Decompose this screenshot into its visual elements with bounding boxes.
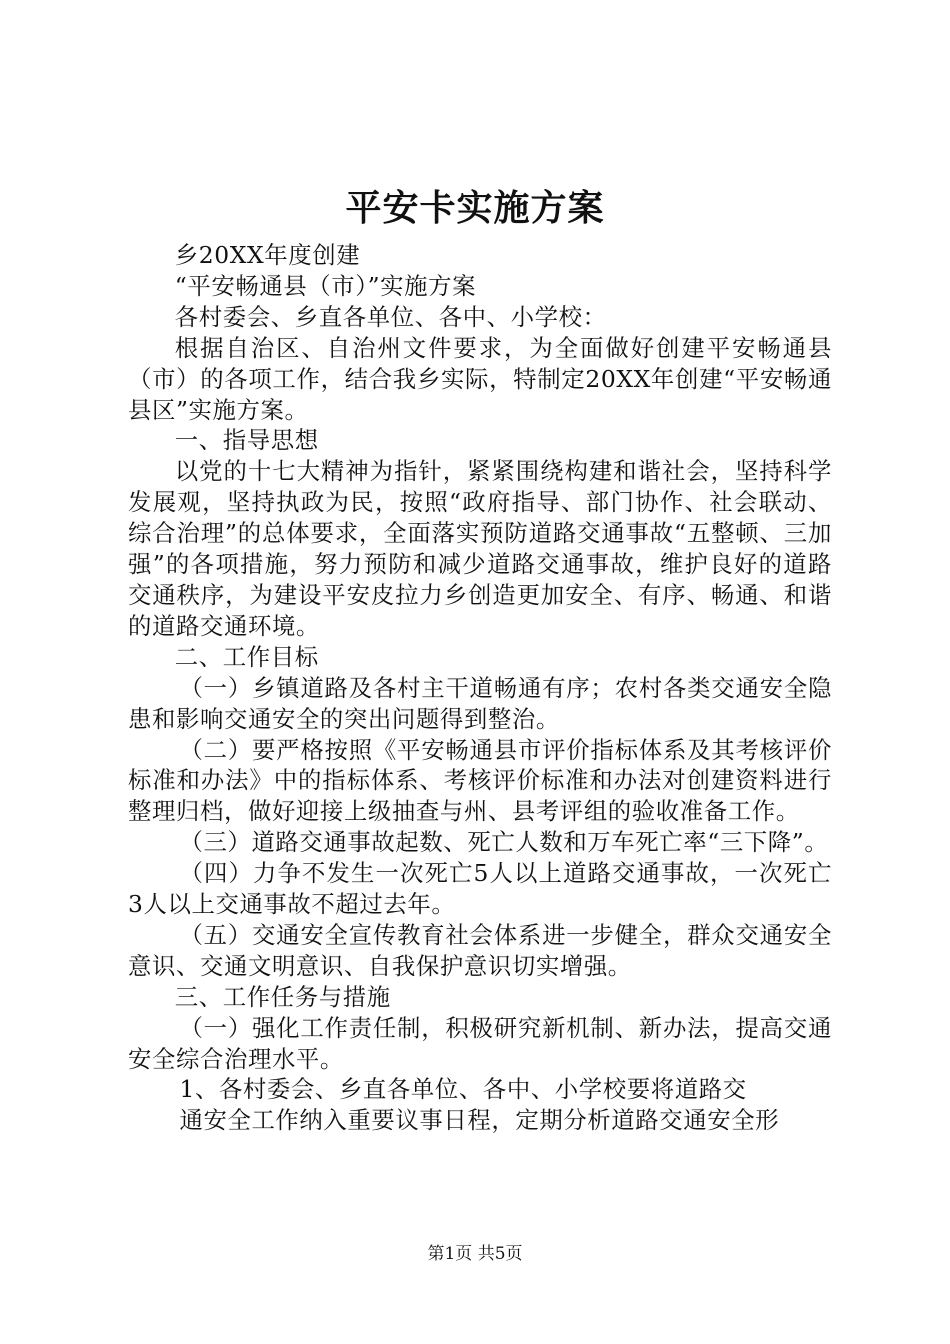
paragraph-guiding-thought: 以党的十七大精神为指针，紧紧围绕构建和谐社会，坚持科学发展观，坚持执政为民，按照“政府指导、部门协作、社会联动、综合治理”的总体要求，全面落实预防道路交通事故“五整顿、三加强”的各项措施，努力预防和减少道路交通事故，维护良好的道路交通秩序，为建设平安皮拉力乡创造更加安全、有序、畅通、和谐的道路交通环境。 [128,457,832,640]
paragraph-task-1: （一）强化工作责任制，积极研究新机制、新办法，提高交通安全综合治理水平。 [128,1013,832,1073]
section-heading-guiding-thought: 一、指导思想 [174,426,319,455]
document-title: 平安卡实施方案 [345,187,605,229]
paragraph-goal-3: （三）道路交通事故起数、死亡人数和万车死亡率“三下降”。 [179,828,829,857]
document-body [128,240,832,1136]
page-footer: 第1页 共5页 [427,1244,523,1264]
paragraph-task-1-item-1: 1、各村委会、乡直各单位、各中、小学校要将道路交 [179,1075,747,1104]
paragraph-salutation: 各村委会、乡直各单位、各中、小学校： [174,302,607,331]
section-heading-tasks-measures: 三、工作任务与措施 [174,982,391,1011]
paragraph-heading-line-2: “平安畅通县（市）”实施方案 [174,271,477,300]
paragraph-intro: 根据自治区、自治州文件要求，为全面做好创建平安畅通县（市）的各项工作，结合我乡实际，特制定20XX年创建“平安畅通县区”实施方案。 [128,333,832,424]
paragraph-goal-4: （四）力争不发生一次死亡5人以上道路交通事故，一次死亡3人以上交通事故不超过去年。 [128,859,832,919]
paragraph-goal-5: （五）交通安全宣传教育社会体系进一步健全，群众交通安全意识、交通文明意识、自我保护意识切实增强。 [128,920,832,980]
paragraph-goal-1: （一）乡镇道路及各村主干道畅通有序；农村各类交通安全隐患和影响交通安全的突出问题得到整治。 [128,673,832,733]
paragraph-task-1-item-1-cont: 通安全工作纳入重要议事日程，定期分析道路交通安全形 [179,1106,780,1135]
paragraph-goal-2: （二）要严格按照《平安畅通县市评价指标体系及其考核评价标准和办法》中的指标体系、考核评价标准和办法对创建资料进行整理归档，做好迎接上级抽查与州、县考评组的验收准备工作。 [128,735,832,826]
paragraph-heading-line-1: 乡20XX年度创建 [174,241,361,269]
section-heading-work-goals: 二、工作目标 [174,642,319,671]
